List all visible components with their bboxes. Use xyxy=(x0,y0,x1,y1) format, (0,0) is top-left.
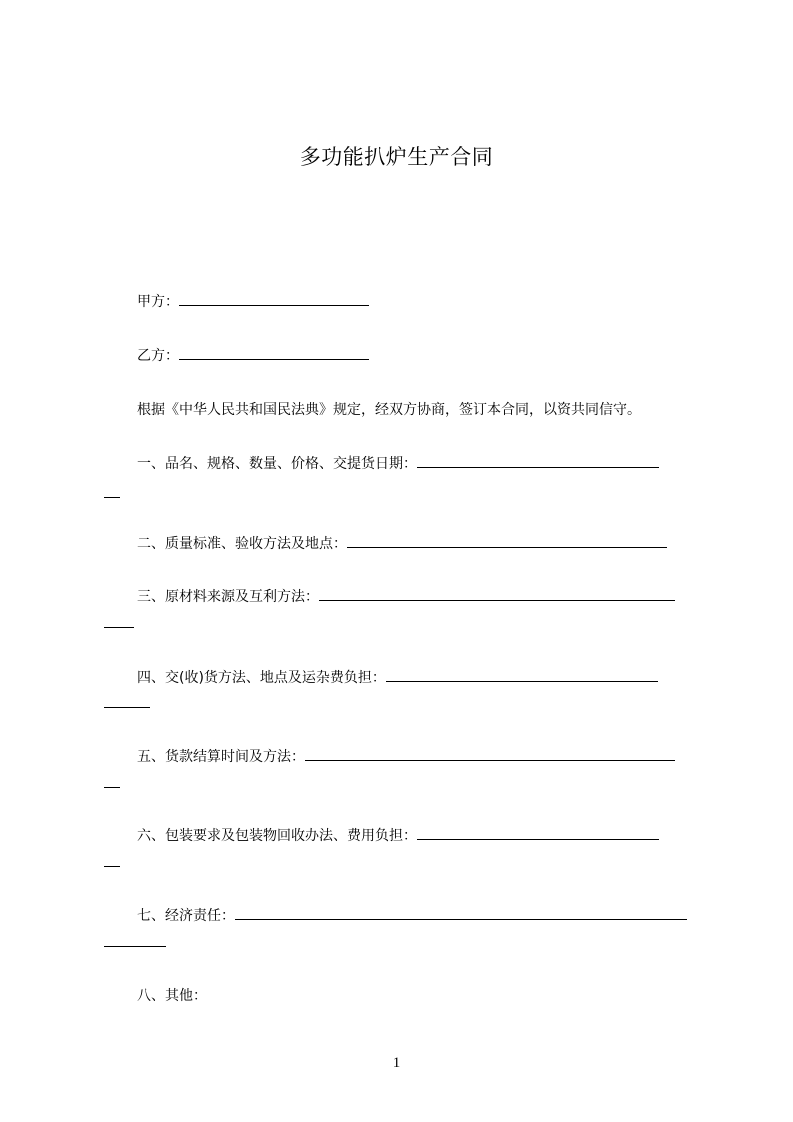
clause-7-blank xyxy=(235,907,687,920)
clause-7 xyxy=(137,905,687,925)
clause-3-blank xyxy=(319,588,675,601)
clause-2-label: 二、质量标准、验收方法及地点： xyxy=(137,536,347,552)
clause-4 xyxy=(137,667,658,687)
clause-4-blank-continued xyxy=(104,707,150,708)
clause-7-label: 七、经济责任： xyxy=(137,908,235,924)
clause-6-blank-continued xyxy=(104,866,120,867)
clause-6-label: 六、包装要求及包装物回收办法、费用负担： xyxy=(137,828,417,844)
clause-6 xyxy=(137,825,659,845)
clause-3 xyxy=(137,586,675,606)
clause-4-label: 四、交(收)货方法、地点及运杂费负担： xyxy=(137,670,386,686)
clause-5-blank-continued xyxy=(104,787,120,788)
document-title: 多功能扒炉生产合同 xyxy=(299,145,494,169)
clause-3-label: 三、原材料来源及互利方法： xyxy=(137,589,319,605)
clause-5-blank xyxy=(305,748,675,761)
clause-2-blank xyxy=(347,535,667,548)
preamble-text: 根据《中华人民共和国民法典》规定，经双方协商，签订本合同，以资共同信守。 xyxy=(137,402,641,418)
clause-6-blank xyxy=(417,827,659,840)
party-a-blank xyxy=(179,293,369,306)
clause-2 xyxy=(137,533,667,553)
clause-5-label: 五、货款结算时间及方法： xyxy=(137,749,305,765)
clause-1-label: 一、品名、规格、数量、价格、交提货日期： xyxy=(137,456,417,472)
clause-4-blank xyxy=(386,669,658,682)
clause-1-blank-continued xyxy=(104,497,120,498)
clause-7-blank-continued xyxy=(104,946,166,947)
party-b-line xyxy=(137,345,369,365)
clause-1 xyxy=(137,453,659,473)
clause-1-blank xyxy=(417,455,659,468)
clause-3-blank-continued xyxy=(104,627,134,628)
party-a-line xyxy=(137,291,369,311)
party-b-label: 乙方： xyxy=(137,348,179,364)
party-b-blank xyxy=(179,347,369,360)
page-number: 1 xyxy=(392,1055,401,1071)
party-a-label: 甲方： xyxy=(137,294,179,310)
clause-5 xyxy=(137,746,675,766)
clause-8: 八、其他： xyxy=(137,988,207,1004)
